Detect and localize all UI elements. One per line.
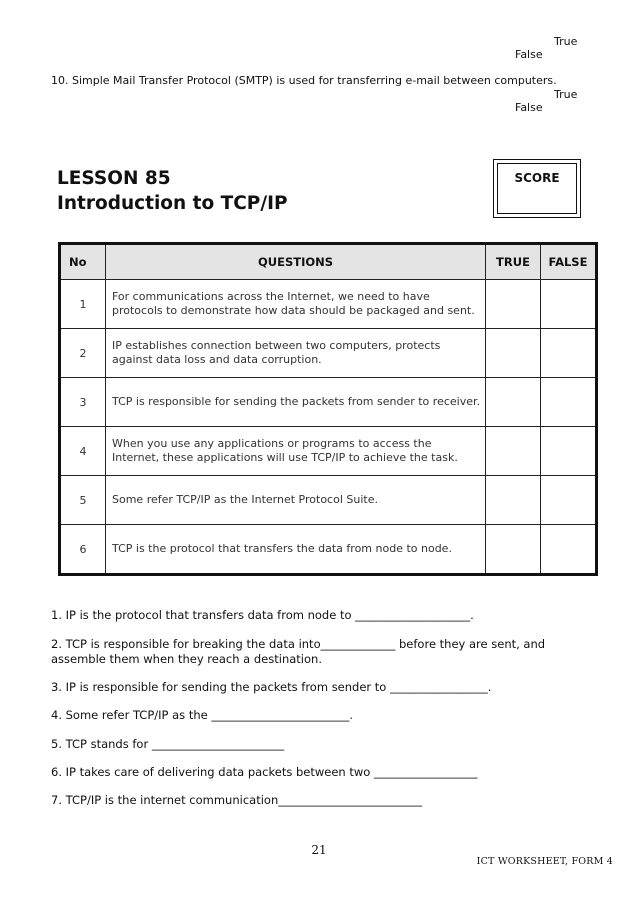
row-number: 6 <box>60 525 106 575</box>
header-true: TRUE <box>486 244 541 280</box>
false-answer-cell[interactable] <box>541 476 597 525</box>
score-label: SCORE <box>514 171 560 185</box>
false-answer-cell[interactable] <box>541 427 597 476</box>
true-answer-cell[interactable] <box>486 427 541 476</box>
row-question: Some refer TCP/IP as the Internet Protocol Suite. <box>106 476 486 525</box>
option-true-10: True <box>554 88 578 101</box>
footer-label: ICT WORKSHEET, FORM 4 <box>476 856 613 867</box>
score-box <box>493 159 581 218</box>
questions-table <box>58 242 598 576</box>
row-question: For communications across the Internet, we need to have protocols to demonstrate how data should be packaged and sent. <box>106 280 486 329</box>
table-row <box>60 476 597 525</box>
false-answer-cell[interactable] <box>541 329 597 378</box>
table-row <box>60 525 597 575</box>
row-question: When you use any applications or programs to access the Internet, these applications will use TCP/IP to achieve the task. <box>106 427 486 476</box>
row-number: 4 <box>60 427 106 476</box>
false-answer-cell[interactable] <box>541 525 597 575</box>
row-question: TCP is responsible for sending the packets from sender to receiver. <box>106 378 486 427</box>
blank-question-5: 5. TCP stands for _______________________ <box>51 737 285 751</box>
option-false-10: False <box>515 101 543 114</box>
header-no: No <box>60 244 106 280</box>
page-number: 21 <box>311 843 327 857</box>
header-false: FALSE <box>541 244 597 280</box>
blank-question-2-line-1: 2. TCP is responsible for breaking the data into_____________ before they are sent, and <box>51 637 546 651</box>
lesson-heading <box>57 166 288 216</box>
true-answer-cell[interactable] <box>486 525 541 575</box>
blank-question-1: 1. IP is the protocol that transfers data from node to ____________________. <box>51 608 474 622</box>
row-number: 1 <box>60 280 106 329</box>
table-row <box>60 427 597 476</box>
row-number: 5 <box>60 476 106 525</box>
blank-question-4: 4. Some refer TCP/IP as the ________________________. <box>51 708 354 722</box>
item-10-text: 10. Simple Mail Transfer Protocol (SMTP) is used for transferring e-mail between computers. <box>51 74 557 87</box>
blank-question-7: 7. TCP/IP is the internet communication_________________________ <box>51 793 422 807</box>
table-header-row <box>60 244 597 280</box>
table-row <box>60 329 597 378</box>
true-answer-cell[interactable] <box>486 280 541 329</box>
true-answer-cell[interactable] <box>486 476 541 525</box>
row-number: 3 <box>60 378 106 427</box>
option-true-top: True <box>554 35 578 48</box>
row-question: IP establishes connection between two computers, protects against data loss and data corruption. <box>106 329 486 378</box>
blank-question-6: 6. IP takes care of delivering data packets between two __________________ <box>51 765 478 779</box>
header-questions: QUESTIONS <box>106 244 486 280</box>
score-box-inner <box>497 163 577 214</box>
true-answer-cell[interactable] <box>486 378 541 427</box>
blank-question-3: 3. IP is responsible for sending the packets from sender to _________________. <box>51 680 492 694</box>
false-answer-cell[interactable] <box>541 378 597 427</box>
row-question: TCP is the protocol that transfers the data from node to node. <box>106 525 486 575</box>
true-answer-cell[interactable] <box>486 329 541 378</box>
blank-question-2-line-2: assemble them when they reach a destination. <box>51 652 322 666</box>
false-answer-cell[interactable] <box>541 280 597 329</box>
row-number: 2 <box>60 329 106 378</box>
table-row <box>60 280 597 329</box>
lesson-title: Introduction to TCP/IP <box>57 193 288 214</box>
lesson-number: LESSON 85 <box>57 168 171 189</box>
table-row <box>60 378 597 427</box>
option-false-top: False <box>515 48 543 61</box>
